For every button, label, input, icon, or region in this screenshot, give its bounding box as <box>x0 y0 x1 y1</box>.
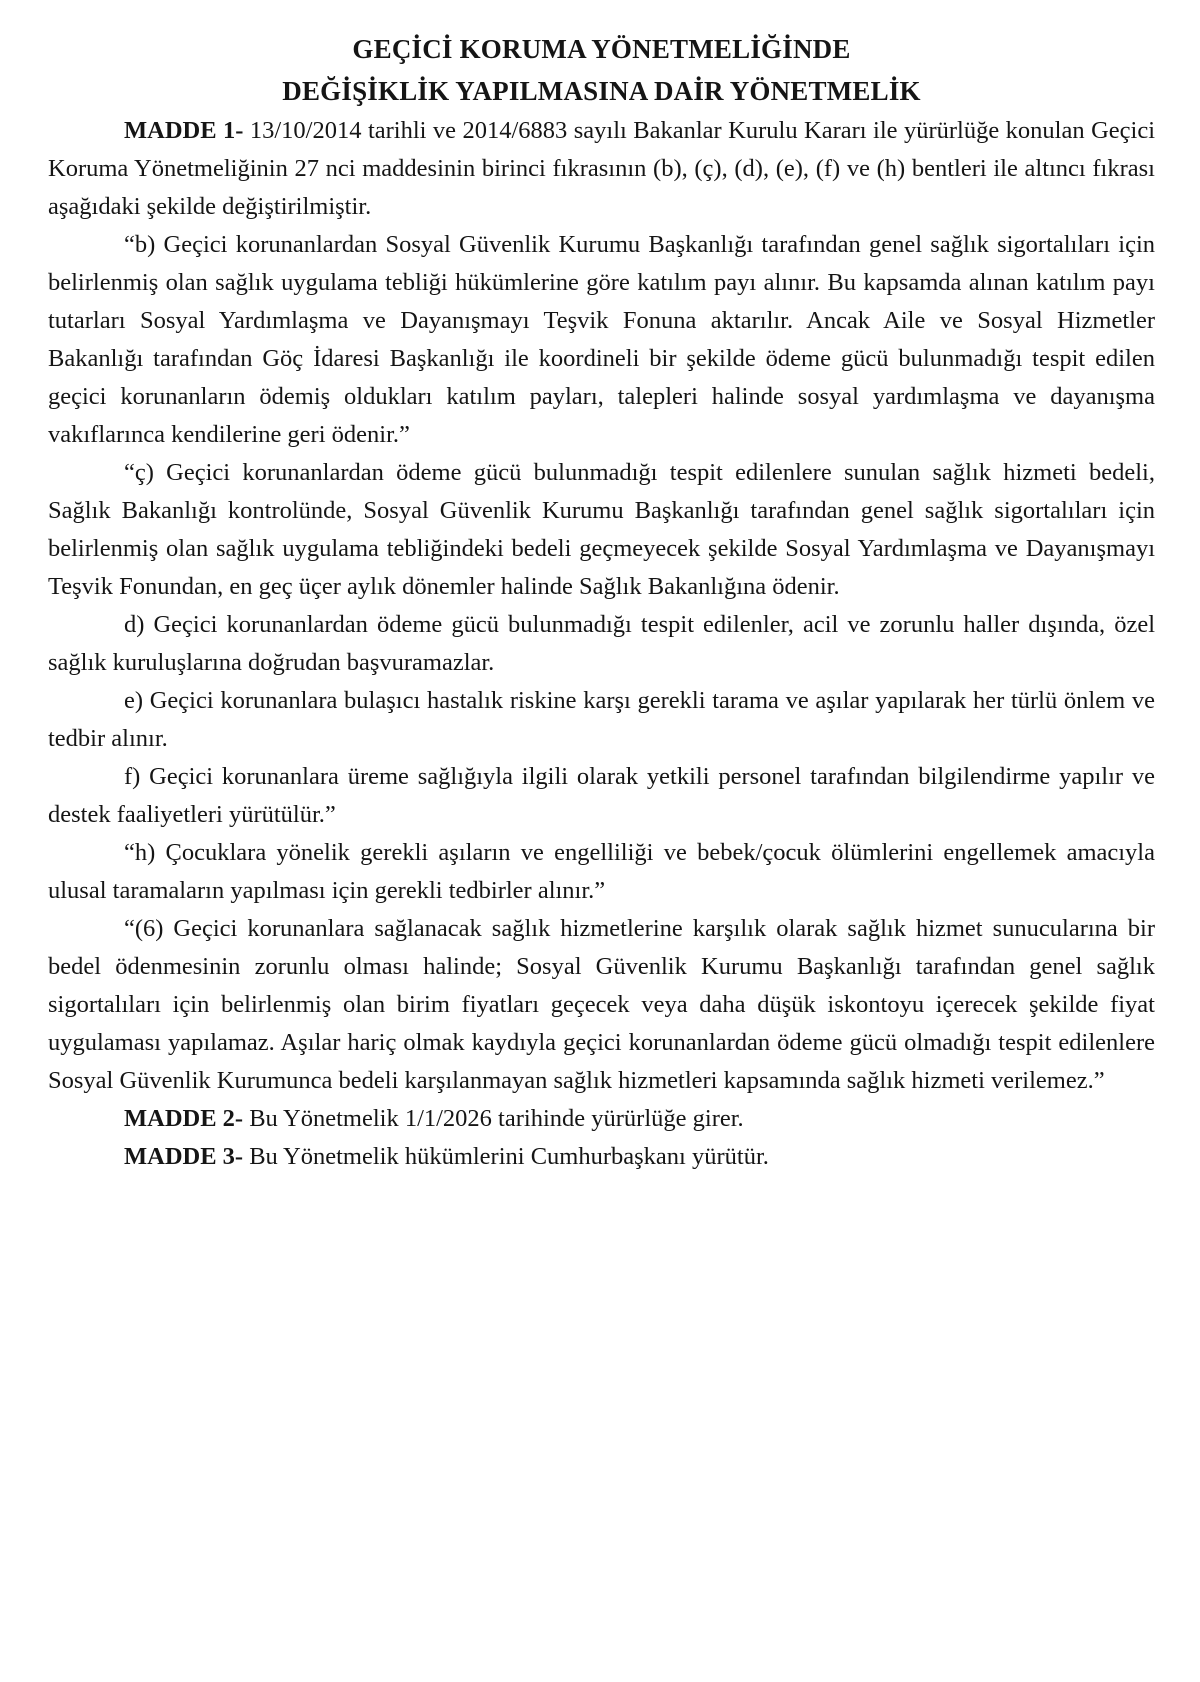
clause-e-text: e) Geçici korunanlara bulaşıcı hastalık riskine karşı gerekli tarama ve aşılar yapılarak her türlü önlem ve tedbir alınır. <box>48 687 1155 752</box>
clause-c-text: “ç) Geçici korunanlardan ödeme gücü bulunmadığı tespit edilenlere sunulan sağlık hizmeti bedeli, Sağlık Bakanlığı kontrolünde, Sosyal Güvenlik Kurumu Başkanlığı tarafından genel sağlık sigortalıları için belirlenmiş olan sağlık uygulama tebliğindeki bedeli geçmeyecek şekilde Sosyal Yardımlaşma ve Dayanışmayı Teşvik Fonundan, en geç üçer aylık dönemler halinde Sağlık Bakanlığına ödenir. <box>48 459 1155 600</box>
clause-6-text: “(6) Geçici korunanlara sağlanacak sağlık hizmetlerine karşılık olarak sağlık hizmet sunucularına bir bedel ödenmesinin zorunlu olması halinde; Sosyal Güvenlik Kurumu Başkanlığı tarafından genel sağlık sigortalıları için belirlenmiş olan birim fiyatları geçecek veya daha düşük iskontoyu içerecek şekilde fiyat uygulaması yapılamaz. Aşılar hariç olmak kaydıyla geçici korunanlardan ödeme gücü olmadığı tespit edilenlere Sosyal Güvenlik Kurumunca bedeli karşılanmayan sağlık hizmetleri kapsamında sağlık hizmeti verilemez.” <box>48 915 1155 1094</box>
document-title-line1: GEÇİCİ KORUMA YÖNETMELİĞİNDE <box>352 34 851 64</box>
paragraph-madde-3-text: Bu Yönetmelik hükümlerini Cumhurbaşkanı yürütür. <box>249 1143 769 1170</box>
clause-f <box>48 758 1155 834</box>
clause-6 <box>48 910 1155 1100</box>
document-title-line2: DEĞİŞİKLİK YAPILMASINA DAİR YÖNETMELİK <box>282 76 921 106</box>
paragraph-madde-2-text: Bu Yönetmelik 1/1/2026 tarihinde yürürlüğe girer. <box>249 1105 744 1132</box>
paragraph-madde-1-text: 13/10/2014 tarihli ve 2014/6883 sayılı Bakanlar Kurulu Kararı ile yürürlüğe konulan Geçici Koruma Yönetmeliğinin 27 nci maddesinin birinci fıkrasının (b), (ç), (d), (e), (f) ve (h) bentleri ile altıncı fıkrası aşağıdaki şekilde değiştirilmiştir. <box>48 117 1155 220</box>
clause-d-text: d) Geçici korunanlardan ödeme gücü bulunmadığı tespit edilenler, acil ve zorunlu haller dışında, özel sağlık kuruluşlarına doğrudan başvuramazlar. <box>48 611 1155 676</box>
paragraph-madde-1-lead: MADDE 1- <box>124 117 250 144</box>
paragraph-madde-3-lead: MADDE 3- <box>124 1143 250 1170</box>
clause-c <box>48 454 1155 606</box>
clause-h-text: “h) Çocuklara yönelik gerekli aşıların ve engelliliği ve bebek/çocuk ölümlerini engellemek amacıyla ulusal taramaların yapılması için gerekli tedbirler alınır.” <box>48 839 1155 904</box>
clause-f-text: f) Geçici korunanlara üreme sağlığıyla ilgili olarak yetkili personel tarafından bilgilendirme yapılır ve destek faaliyetleri yürütülür.” <box>48 763 1155 828</box>
clause-e <box>48 682 1155 758</box>
clause-b-text: “b) Geçici korunanlardan Sosyal Güvenlik Kurumu Başkanlığı tarafından genel sağlık sigortalıları için belirlenmiş olan sağlık uygulama tebliği hükümlerine göre katılım payı alınır. Bu kapsamda alınan katılım payı tutarları Sosyal Yardımlaşma ve Dayanışmayı Teşvik Fonuna aktarılır. Ancak Aile ve Sosyal Hizmetler Bakanlığı tarafından Göç İdaresi Başkanlığı ile koordineli bir şekilde ödeme gücü bulunmadığı tespit edilen geçici korunanların ödemiş oldukları katılım payları, talepleri halinde sosyal yardımlaşma ve dayanışma vakıflarınca kendilerine geri ödenir.” <box>48 231 1155 448</box>
clause-h <box>48 834 1155 910</box>
paragraph-madde-3 <box>48 1138 1155 1176</box>
clause-b <box>48 226 1155 454</box>
paragraph-madde-2 <box>48 1100 1155 1138</box>
paragraph-madde-2-lead: MADDE 2- <box>124 1105 250 1132</box>
document-title <box>48 28 1155 112</box>
paragraph-madde-1 <box>48 112 1155 226</box>
clause-d <box>48 606 1155 682</box>
